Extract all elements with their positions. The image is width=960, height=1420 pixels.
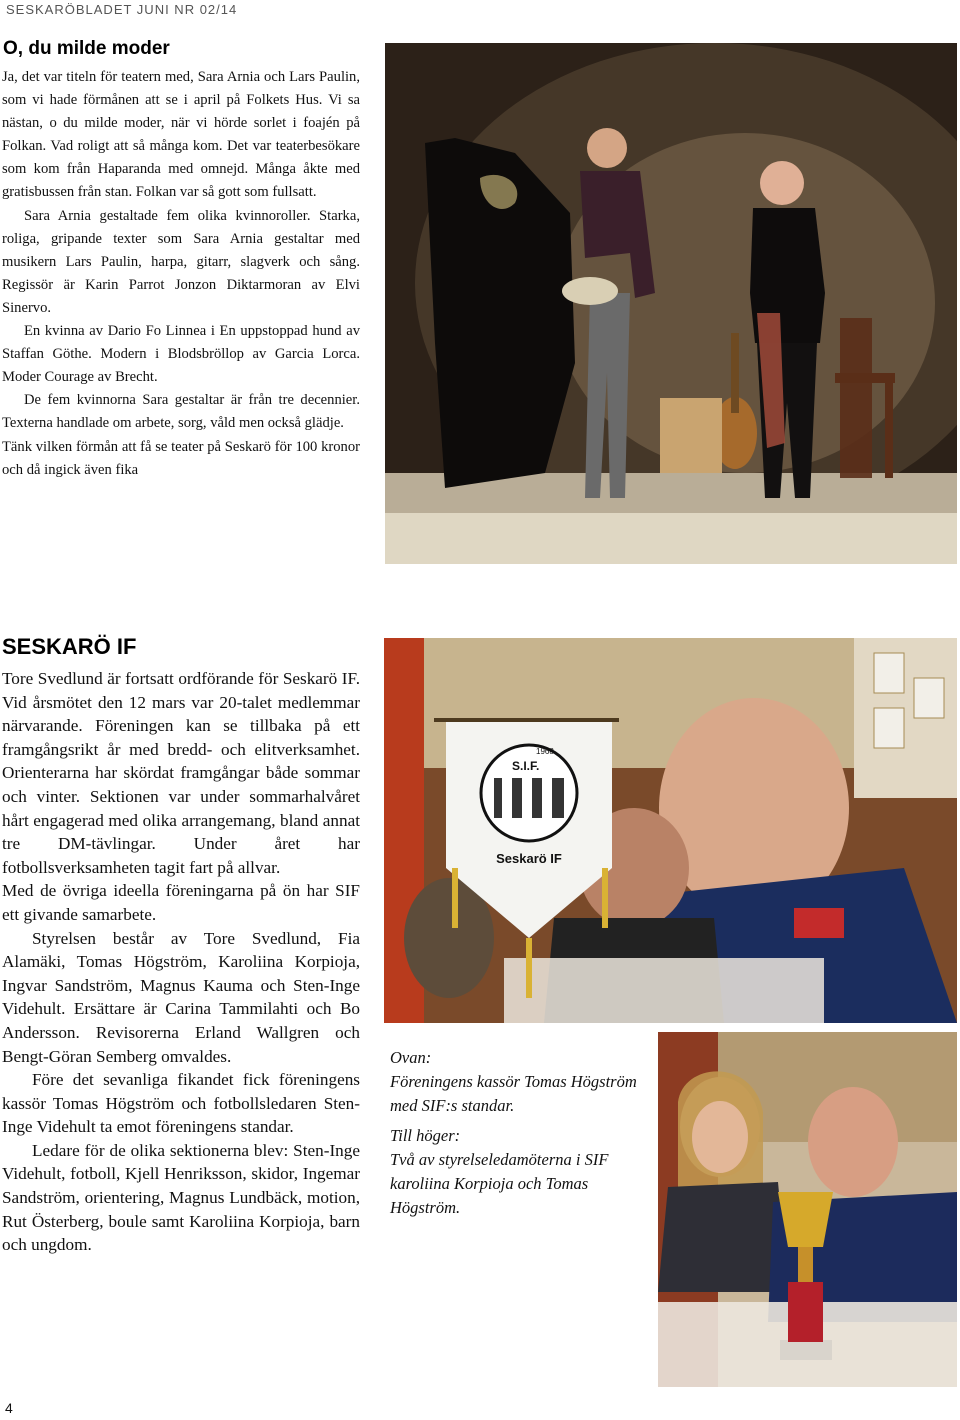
paragraph: De fem kvinnorna Sara gestaltar är från tre decennier. Texterna handlade om arbete, sorg, våld men också glädje.	[2, 392, 360, 432]
paragraph: En kvinna av Dario Fo Linnea i En uppstoppad hund av Staffan Göthe. Modern i Blodsbröllop av Garcia Lorca. Moder Courage av Brecht.	[2, 323, 360, 386]
paragraph: Sara Arnia gestaltade fem olika kvinnoroller. Starka, roliga, gripande texter som Sara Arnia gestaltar med musikern Lars Paulin, harpa, gitarr, slagverk och sång. Regissör är Karin Parrot Jonzon Diktarmoran av Elvi Sinervo.	[2, 207, 360, 316]
pennant-logo-text: S.I.F.	[512, 759, 540, 773]
article-sports-club-body	[2, 667, 360, 1257]
article-title-sports-club: SESKARÖ IF	[2, 634, 137, 659]
paragraph: Ja, det var titeln för teatern med, Sara Arnia och Lars Paulin, som vi hade förmånen att se i april på Folkets Hus. Vi sa nästan, o du milde moder, när vi hörde sorlet i foajén på Folkan. Vad roligt att så många kom. Det var teaterbesökare som kom från Haparanda med omnejd. Många åkte med gratisbussen från stan. Folkan var så gott som fullsatt.	[2, 69, 360, 201]
paragraph: Före det sevanliga fikandet fick föreningens kassör Tomas Högström och fotbollsledaren Sten-Inge Videhult ta emot föreningens standar.	[2, 1070, 360, 1137]
paragraph: Tore Svedlund är fortsatt ordförande för Seskarö IF. Vid årsmötet den 12 mars var 20-talet medlemmar närvarande. Föreningen kan se tillbaka på ett framgångsrikt år med bredd- och elitverksamhet. Orienterarna har skördat framgångar både sommar och vinter. Sektionen var under sommarhalvåret hårt engagerad med olika arrangemang, bland annat tre DM-tävlingar. Under året har fotbollsverksamheten tagit fart på allvar.	[2, 669, 360, 877]
paragraph: Ledare för de olika sektionerna blev: Sten-Inge Videhult, fotboll, Kjell Henriksson, skidor, Ingemar Sandström, orientering, Magnus Lundbäck, motion, Rut Österberg, boule samt Karoliina Korpioja, barn och ungdom.	[2, 1140, 360, 1255]
pennant-year: 1968	[536, 747, 554, 756]
board-members-photo	[658, 1032, 957, 1387]
caption-line: Två av styrelseledamöterna i SIF karoliina Korpioja och Tomas Högström.	[390, 1150, 609, 1217]
club-pennant-photo	[384, 638, 957, 1023]
caption-line: Föreningens kassör Tomas Högström med SIF:s standar.	[390, 1072, 637, 1115]
article-title-theatre: O, du milde moder	[3, 38, 170, 59]
pennant-club-name: Seskarö IF	[496, 851, 562, 866]
paragraph: Tänk vilken förmån att få se teater på Seskarö för 100 kronor och då ingick även fika	[2, 438, 360, 478]
caption-line: Ovan:	[390, 1048, 432, 1067]
running-header: SESKARÖBLADET JUNI NR 02/14	[6, 2, 238, 17]
paragraph: Med de övriga ideella föreningarna på ön har SIF ett givande samarbete.	[2, 881, 360, 924]
page-number: 4	[5, 1400, 13, 1416]
paragraph: Styrelsen består av Tore Svedlund, Fia Alamäki, Tomas Högström, Karoliina Korpioja, Ingvar Sandström, Magnus Kauma och Sten-Inge Videhult. Ersättare är Carina Tammilahti och Bo Andersson. Revisorerna Erland Wallgren och Bengt-Göran Semberg omvaldes.	[2, 928, 360, 1066]
theatre-stage-photo	[385, 43, 957, 564]
article-theatre-body	[2, 66, 360, 482]
caption-line: Till höger:	[390, 1126, 461, 1145]
photo-caption	[390, 1046, 650, 1220]
